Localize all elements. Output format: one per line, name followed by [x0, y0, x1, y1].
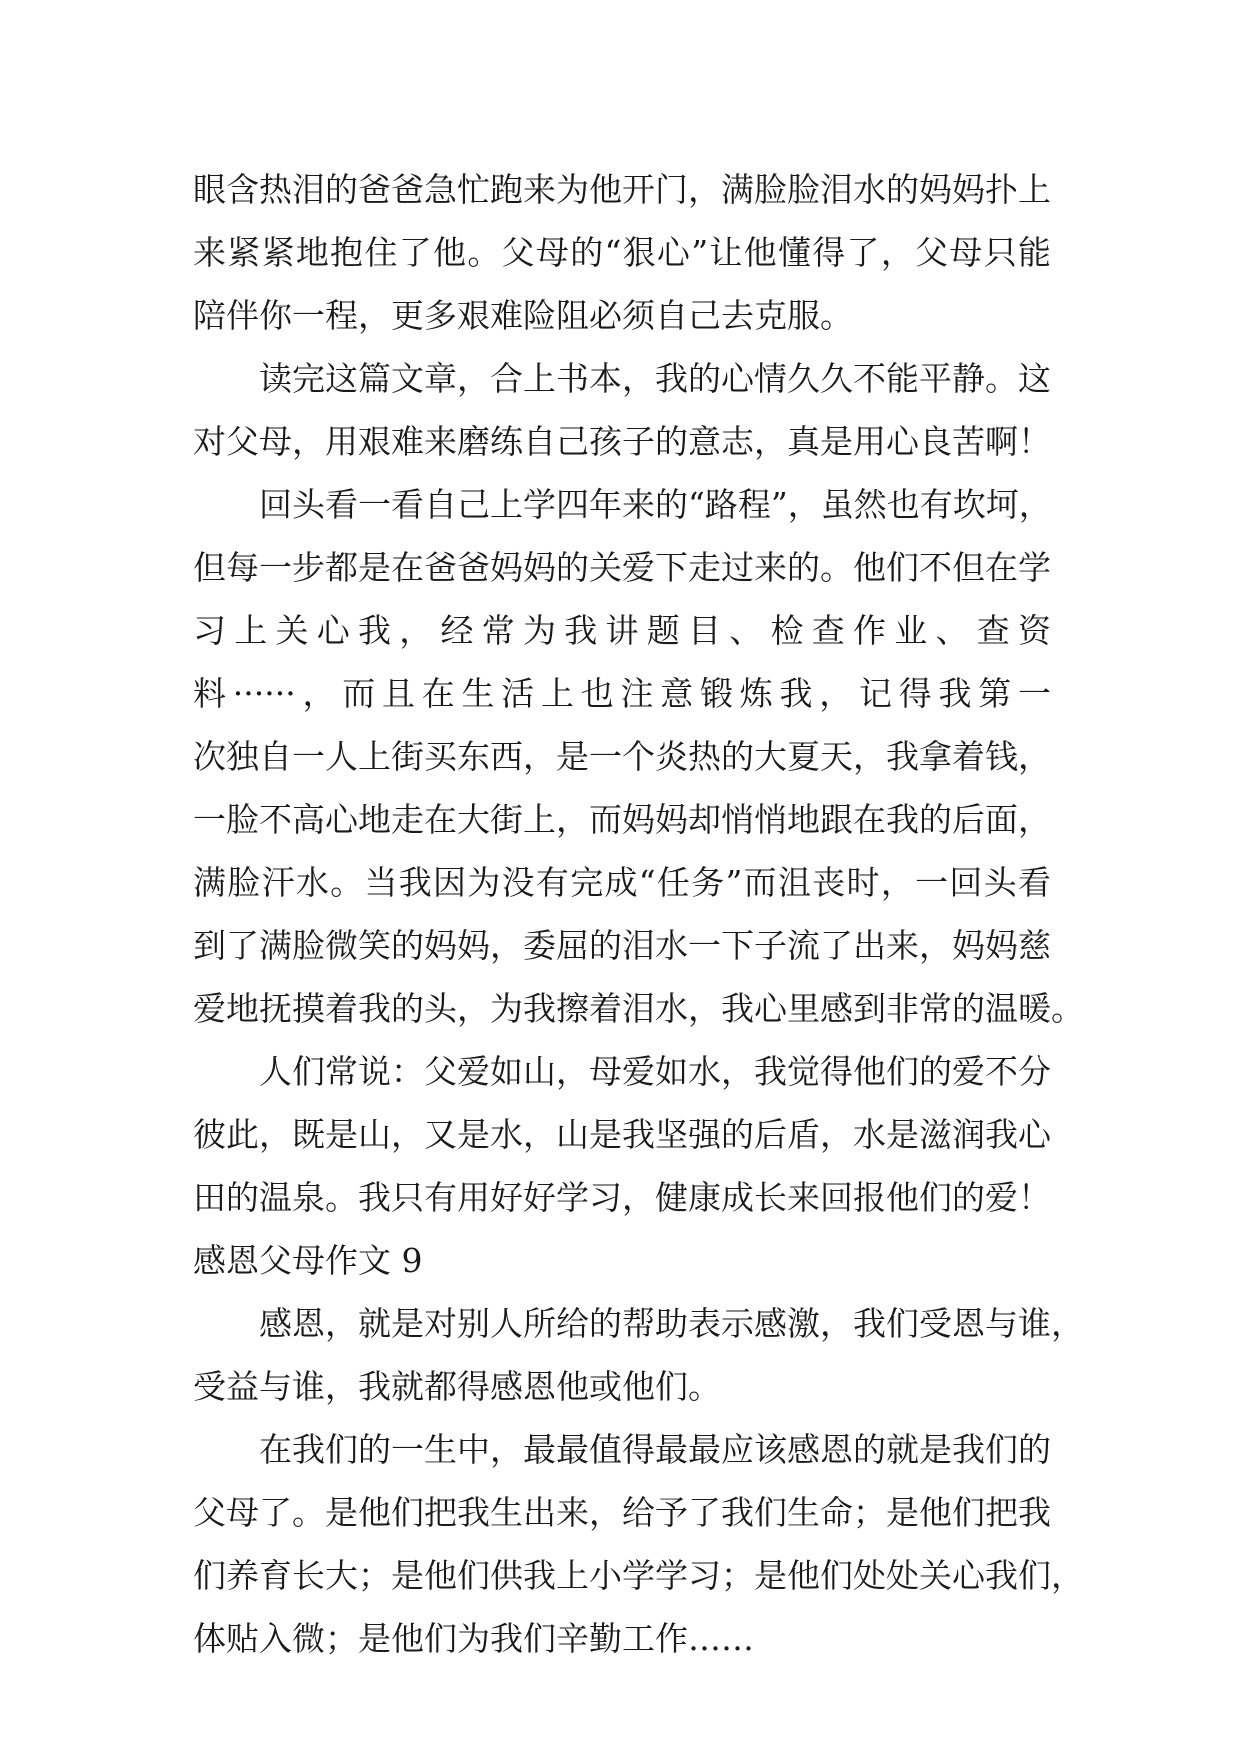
text-line: 父母了。是他们把我生出来，给予了我们生命；是他们把我	[193, 1493, 1051, 1532]
text-line: 们养育长大；是他们供我上小学学习；是他们处处关心我们，	[193, 1556, 1084, 1595]
text-line: 习上关心我，经常为我讲题目、检查作业、查资	[193, 611, 1051, 650]
text-line: 对父母，用艰难来磨练自己孩子的意志，真是用心良苦啊！	[193, 422, 1051, 461]
text-line: 回头看一看自己上学四年来的“路程”，虽然也有坎坷，	[259, 485, 1052, 524]
text-line: 爱地抚摸着我的头，为我擦着泪水，我心里感到非常的温暖。	[193, 989, 1084, 1028]
text-line: 眼含热泪的爸爸急忙跑来为他开门，满脸脸泪水的妈妈扑上	[193, 170, 1051, 209]
text-line: 满脸汗水。当我因为没有完成“任务”而沮丧时，一回头看	[193, 863, 1051, 902]
text-line: 受益与谁，我就都得感恩他或他们。	[193, 1367, 721, 1406]
document-body	[193, 158, 1084, 1670]
text-line: 在我们的一生中，最最值得最最应该感恩的就是我们的	[259, 1430, 1051, 1469]
text-line: 田的温泉。我只有用好好学习，健康成长来回报他们的爱！	[193, 1178, 1051, 1217]
text-line: 人们常说：父爱如山，母爱如水，我觉得他们的爱不分	[259, 1052, 1051, 1091]
text-line: 彼此，既是山，又是水，山是我坚强的后盾，水是滋润我心	[193, 1115, 1051, 1154]
text-line: 到了满脸微笑的妈妈，委屈的泪水一下子流了出来，妈妈慈	[193, 926, 1051, 965]
text-line: 料······，而且在生活上也注意锻炼我，记得我第一	[193, 674, 1051, 713]
text-line: 感恩，就是对别人所给的帮助表示感激，我们受恩与谁，	[259, 1304, 1084, 1343]
section-heading: 感恩父母作文 9	[193, 1241, 423, 1280]
text-line: 次独自一人上街买东西，是一个炎热的大夏天，我拿着钱，	[193, 737, 1051, 776]
text-line: 陪伴你一程，更多艰难险阻必须自己去克服。	[193, 296, 853, 335]
text-line: 但每一步都是在爸爸妈妈的关爱下走过来的。他们不但在学	[193, 548, 1051, 587]
text-line: 来紧紧地抱住了他。父母的“狠心”让他懂得了，父母只能	[193, 233, 1051, 272]
text-line: 一脸不高心地走在大街上，而妈妈却悄悄地跟在我的后面，	[193, 800, 1051, 839]
text-line: 体贴入微；是他们为我们辛勤工作……	[193, 1619, 754, 1658]
text-line: 读完这篇文章，合上书本，我的心情久久不能平静。这	[259, 359, 1051, 398]
